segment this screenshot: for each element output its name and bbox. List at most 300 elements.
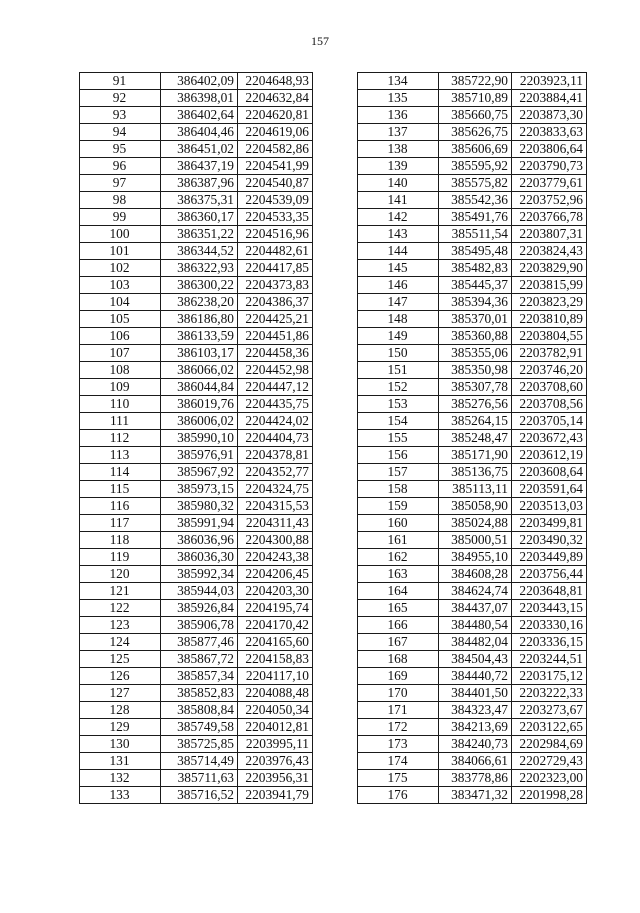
y-coordinate-cell: 2204620,81	[238, 107, 313, 124]
point-number-cell: 157	[358, 464, 439, 481]
y-coordinate-cell: 2203513,03	[512, 498, 587, 515]
y-coordinate-cell: 2203976,43	[238, 753, 313, 770]
table-row	[80, 243, 313, 260]
table-row	[80, 787, 313, 804]
point-number-cell: 111	[80, 413, 161, 430]
point-number-cell: 128	[80, 702, 161, 719]
point-number-cell: 92	[80, 90, 161, 107]
table-row	[80, 311, 313, 328]
table-row	[80, 498, 313, 515]
point-number-cell: 158	[358, 481, 439, 498]
y-coordinate-cell: 2204417,85	[238, 260, 313, 277]
table-row	[80, 294, 313, 311]
y-coordinate-cell: 2204540,87	[238, 175, 313, 192]
point-number-cell: 155	[358, 430, 439, 447]
coordinates-table-body	[358, 73, 587, 804]
point-number-cell: 134	[358, 73, 439, 90]
table-row	[80, 226, 313, 243]
table-row	[80, 549, 313, 566]
y-coordinate-cell: 2203810,89	[512, 311, 587, 328]
table-row	[80, 158, 313, 175]
y-coordinate-cell: 2203790,73	[512, 158, 587, 175]
table-row	[358, 549, 587, 566]
x-coordinate-cell: 385980,32	[161, 498, 238, 515]
table-row	[358, 719, 587, 736]
x-coordinate-cell: 386019,76	[161, 396, 238, 413]
point-number-cell: 109	[80, 379, 161, 396]
point-number-cell: 176	[358, 787, 439, 804]
y-coordinate-cell: 2204315,53	[238, 498, 313, 515]
y-coordinate-cell: 2203824,43	[512, 243, 587, 260]
x-coordinate-cell: 386133,59	[161, 328, 238, 345]
y-coordinate-cell: 2202323,00	[512, 770, 587, 787]
x-coordinate-cell: 384482,04	[439, 634, 512, 651]
x-coordinate-cell: 385857,34	[161, 668, 238, 685]
point-number-cell: 149	[358, 328, 439, 345]
table-row	[80, 447, 313, 464]
point-number-cell: 156	[358, 447, 439, 464]
table-row	[80, 124, 313, 141]
y-coordinate-cell: 2204541,99	[238, 158, 313, 175]
table-row	[80, 719, 313, 736]
table-row	[358, 413, 587, 430]
y-coordinate-cell: 2204158,83	[238, 651, 313, 668]
point-number-cell: 120	[80, 566, 161, 583]
y-coordinate-cell: 2203490,32	[512, 532, 587, 549]
point-number-cell: 145	[358, 260, 439, 277]
y-coordinate-cell: 2203956,31	[238, 770, 313, 787]
point-number-cell: 123	[80, 617, 161, 634]
y-coordinate-cell: 2203336,15	[512, 634, 587, 651]
x-coordinate-cell: 386437,19	[161, 158, 238, 175]
table-row	[358, 243, 587, 260]
point-number-cell: 94	[80, 124, 161, 141]
table-row	[358, 600, 587, 617]
x-coordinate-cell: 385171,90	[439, 447, 512, 464]
y-coordinate-cell: 2204378,81	[238, 447, 313, 464]
point-number-cell: 107	[80, 345, 161, 362]
point-number-cell: 129	[80, 719, 161, 736]
table-row	[358, 430, 587, 447]
x-coordinate-cell: 385355,06	[439, 345, 512, 362]
point-number-cell: 132	[80, 770, 161, 787]
point-number-cell: 154	[358, 413, 439, 430]
point-number-cell: 168	[358, 651, 439, 668]
point-number-cell: 160	[358, 515, 439, 532]
x-coordinate-cell: 385749,58	[161, 719, 238, 736]
x-coordinate-cell: 386066,02	[161, 362, 238, 379]
table-row	[358, 464, 587, 481]
y-coordinate-cell: 2204533,35	[238, 209, 313, 226]
point-number-cell: 113	[80, 447, 161, 464]
table-row	[80, 651, 313, 668]
point-number-cell: 122	[80, 600, 161, 617]
table-row	[358, 736, 587, 753]
point-number-cell: 131	[80, 753, 161, 770]
point-number-cell: 165	[358, 600, 439, 617]
x-coordinate-cell: 385852,83	[161, 685, 238, 702]
table-row	[80, 617, 313, 634]
point-number-cell: 96	[80, 158, 161, 175]
y-coordinate-cell: 2204195,74	[238, 600, 313, 617]
y-coordinate-cell: 2204203,30	[238, 583, 313, 600]
y-coordinate-cell: 2204300,88	[238, 532, 313, 549]
point-number-cell: 101	[80, 243, 161, 260]
point-number-cell: 112	[80, 430, 161, 447]
point-number-cell: 164	[358, 583, 439, 600]
x-coordinate-cell: 386344,52	[161, 243, 238, 260]
y-coordinate-cell: 2203244,51	[512, 651, 587, 668]
y-coordinate-cell: 2204012,81	[238, 719, 313, 736]
x-coordinate-cell: 383471,32	[439, 787, 512, 804]
table-row	[358, 73, 587, 90]
y-coordinate-cell: 2203804,55	[512, 328, 587, 345]
table-row	[80, 481, 313, 498]
y-coordinate-cell: 2203708,56	[512, 396, 587, 413]
y-coordinate-cell: 2204165,60	[238, 634, 313, 651]
x-coordinate-cell: 385491,76	[439, 209, 512, 226]
y-coordinate-cell: 2204452,98	[238, 362, 313, 379]
table-row	[80, 600, 313, 617]
x-coordinate-cell: 385722,90	[439, 73, 512, 90]
point-number-cell: 99	[80, 209, 161, 226]
table-row	[358, 175, 587, 192]
x-coordinate-cell: 384624,74	[439, 583, 512, 600]
x-coordinate-cell: 384437,07	[439, 600, 512, 617]
table-row	[358, 617, 587, 634]
table-row	[358, 328, 587, 345]
point-number-cell: 126	[80, 668, 161, 685]
point-number-cell: 117	[80, 515, 161, 532]
table-row	[358, 566, 587, 583]
coordinates-table-right	[357, 72, 587, 804]
point-number-cell: 175	[358, 770, 439, 787]
x-coordinate-cell: 384240,73	[439, 736, 512, 753]
x-coordinate-cell: 385808,84	[161, 702, 238, 719]
table-row	[80, 566, 313, 583]
table-row	[358, 515, 587, 532]
y-coordinate-cell: 2202729,43	[512, 753, 587, 770]
point-number-cell: 163	[358, 566, 439, 583]
table-row	[80, 209, 313, 226]
x-coordinate-cell: 385711,63	[161, 770, 238, 787]
y-coordinate-cell: 2203175,12	[512, 668, 587, 685]
point-number-cell: 136	[358, 107, 439, 124]
x-coordinate-cell: 385626,75	[439, 124, 512, 141]
point-number-cell: 171	[358, 702, 439, 719]
y-coordinate-cell: 2203833,63	[512, 124, 587, 141]
point-number-cell: 91	[80, 73, 161, 90]
x-coordinate-cell: 385595,92	[439, 158, 512, 175]
x-coordinate-cell: 385906,78	[161, 617, 238, 634]
y-coordinate-cell: 2203782,91	[512, 345, 587, 362]
y-coordinate-cell: 2204582,86	[238, 141, 313, 158]
x-coordinate-cell: 385976,91	[161, 447, 238, 464]
table-row	[358, 345, 587, 362]
point-number-cell: 121	[80, 583, 161, 600]
coordinates-table-body	[80, 73, 313, 804]
table-row	[80, 175, 313, 192]
y-coordinate-cell: 2203873,30	[512, 107, 587, 124]
x-coordinate-cell: 385264,15	[439, 413, 512, 430]
table-row	[80, 702, 313, 719]
x-coordinate-cell: 385511,54	[439, 226, 512, 243]
table-row	[80, 345, 313, 362]
point-number-cell: 124	[80, 634, 161, 651]
table-row	[358, 634, 587, 651]
y-coordinate-cell: 2204516,96	[238, 226, 313, 243]
point-number-cell: 137	[358, 124, 439, 141]
table-row	[358, 583, 587, 600]
x-coordinate-cell: 385710,89	[439, 90, 512, 107]
x-coordinate-cell: 385307,78	[439, 379, 512, 396]
point-number-cell: 150	[358, 345, 439, 362]
table-row	[358, 209, 587, 226]
point-number-cell: 118	[80, 532, 161, 549]
y-coordinate-cell: 2202984,69	[512, 736, 587, 753]
point-number-cell: 172	[358, 719, 439, 736]
point-number-cell: 141	[358, 192, 439, 209]
table-row	[358, 124, 587, 141]
y-coordinate-cell: 2204088,48	[238, 685, 313, 702]
point-number-cell: 173	[358, 736, 439, 753]
x-coordinate-cell: 384504,43	[439, 651, 512, 668]
y-coordinate-cell: 2204425,21	[238, 311, 313, 328]
table-row	[358, 277, 587, 294]
x-coordinate-cell: 383778,86	[439, 770, 512, 787]
y-coordinate-cell: 2203923,11	[512, 73, 587, 90]
table-row	[358, 107, 587, 124]
x-coordinate-cell: 386103,17	[161, 345, 238, 362]
x-coordinate-cell: 386351,22	[161, 226, 238, 243]
point-number-cell: 169	[358, 668, 439, 685]
point-number-cell: 102	[80, 260, 161, 277]
point-number-cell: 148	[358, 311, 439, 328]
table-row	[358, 770, 587, 787]
table-row	[358, 379, 587, 396]
y-coordinate-cell: 2203591,64	[512, 481, 587, 498]
x-coordinate-cell: 385944,03	[161, 583, 238, 600]
y-coordinate-cell: 2204206,45	[238, 566, 313, 583]
table-row	[80, 532, 313, 549]
y-coordinate-cell: 2204311,43	[238, 515, 313, 532]
y-coordinate-cell: 2203756,44	[512, 566, 587, 583]
point-number-cell: 108	[80, 362, 161, 379]
table-row	[358, 260, 587, 277]
point-number-cell: 146	[358, 277, 439, 294]
x-coordinate-cell: 385877,46	[161, 634, 238, 651]
y-coordinate-cell: 2203499,81	[512, 515, 587, 532]
x-coordinate-cell: 384213,69	[439, 719, 512, 736]
page-number: 157	[311, 34, 329, 48]
x-coordinate-cell: 385248,47	[439, 430, 512, 447]
table-row	[80, 362, 313, 379]
table-row	[358, 498, 587, 515]
table-row	[80, 685, 313, 702]
y-coordinate-cell: 2201998,28	[512, 787, 587, 804]
x-coordinate-cell: 385482,83	[439, 260, 512, 277]
table-row	[358, 532, 587, 549]
x-coordinate-cell: 386360,17	[161, 209, 238, 226]
point-number-cell: 127	[80, 685, 161, 702]
x-coordinate-cell: 386402,09	[161, 73, 238, 90]
table-row	[358, 226, 587, 243]
x-coordinate-cell: 386387,96	[161, 175, 238, 192]
point-number-cell: 104	[80, 294, 161, 311]
table-row	[80, 736, 313, 753]
x-coordinate-cell: 385495,48	[439, 243, 512, 260]
table-row	[358, 787, 587, 804]
x-coordinate-cell: 386398,01	[161, 90, 238, 107]
table-row	[80, 396, 313, 413]
point-number-cell: 97	[80, 175, 161, 192]
y-coordinate-cell: 2204050,34	[238, 702, 313, 719]
point-number-cell: 110	[80, 396, 161, 413]
table-row	[80, 464, 313, 481]
y-coordinate-cell: 2203708,60	[512, 379, 587, 396]
y-coordinate-cell: 2203330,16	[512, 617, 587, 634]
point-number-cell: 151	[358, 362, 439, 379]
x-coordinate-cell: 385990,10	[161, 430, 238, 447]
x-coordinate-cell: 385606,69	[439, 141, 512, 158]
x-coordinate-cell: 385867,72	[161, 651, 238, 668]
x-coordinate-cell: 385058,90	[439, 498, 512, 515]
x-coordinate-cell: 386375,31	[161, 192, 238, 209]
table-row	[80, 668, 313, 685]
x-coordinate-cell: 386186,80	[161, 311, 238, 328]
table-row	[80, 192, 313, 209]
table-row	[80, 634, 313, 651]
point-number-cell: 105	[80, 311, 161, 328]
table-row	[80, 379, 313, 396]
x-coordinate-cell: 385725,85	[161, 736, 238, 753]
y-coordinate-cell: 2203779,61	[512, 175, 587, 192]
table-row	[80, 328, 313, 345]
table-row	[358, 651, 587, 668]
table-row	[80, 583, 313, 600]
y-coordinate-cell: 2204451,86	[238, 328, 313, 345]
table-row	[358, 685, 587, 702]
table-row	[358, 294, 587, 311]
point-number-cell: 140	[358, 175, 439, 192]
point-number-cell: 166	[358, 617, 439, 634]
table-row	[80, 90, 313, 107]
point-number-cell: 114	[80, 464, 161, 481]
x-coordinate-cell: 384955,10	[439, 549, 512, 566]
point-number-cell: 93	[80, 107, 161, 124]
y-coordinate-cell: 2203672,43	[512, 430, 587, 447]
point-number-cell: 119	[80, 549, 161, 566]
table-row	[358, 481, 587, 498]
point-number-cell: 139	[358, 158, 439, 175]
x-coordinate-cell: 385394,36	[439, 294, 512, 311]
y-coordinate-cell: 2204117,10	[238, 668, 313, 685]
x-coordinate-cell: 385113,11	[439, 481, 512, 498]
x-coordinate-cell: 384608,28	[439, 566, 512, 583]
point-number-cell: 98	[80, 192, 161, 209]
x-coordinate-cell: 385276,56	[439, 396, 512, 413]
y-coordinate-cell: 2203884,41	[512, 90, 587, 107]
x-coordinate-cell: 385350,98	[439, 362, 512, 379]
point-number-cell: 138	[358, 141, 439, 158]
y-coordinate-cell: 2204482,61	[238, 243, 313, 260]
y-coordinate-cell: 2204404,73	[238, 430, 313, 447]
y-coordinate-cell: 2203705,14	[512, 413, 587, 430]
y-coordinate-cell: 2203766,78	[512, 209, 587, 226]
x-coordinate-cell: 385136,75	[439, 464, 512, 481]
y-coordinate-cell: 2203995,11	[238, 736, 313, 753]
table-row	[358, 447, 587, 464]
x-coordinate-cell: 384066,61	[439, 753, 512, 770]
x-coordinate-cell: 385991,94	[161, 515, 238, 532]
x-coordinate-cell: 386036,96	[161, 532, 238, 549]
x-coordinate-cell: 384401,50	[439, 685, 512, 702]
point-number-cell: 153	[358, 396, 439, 413]
x-coordinate-cell: 385926,84	[161, 600, 238, 617]
x-coordinate-cell: 385967,92	[161, 464, 238, 481]
table-row	[358, 141, 587, 158]
y-coordinate-cell: 2203443,15	[512, 600, 587, 617]
point-number-cell: 167	[358, 634, 439, 651]
y-coordinate-cell: 2204648,93	[238, 73, 313, 90]
table-row	[80, 413, 313, 430]
table-row	[80, 515, 313, 532]
x-coordinate-cell: 385660,75	[439, 107, 512, 124]
point-number-cell: 115	[80, 481, 161, 498]
x-coordinate-cell: 385360,88	[439, 328, 512, 345]
y-coordinate-cell: 2203222,33	[512, 685, 587, 702]
x-coordinate-cell: 385445,37	[439, 277, 512, 294]
x-coordinate-cell: 385992,34	[161, 566, 238, 583]
y-coordinate-cell: 2203449,89	[512, 549, 587, 566]
y-coordinate-cell: 2204539,09	[238, 192, 313, 209]
point-number-cell: 159	[358, 498, 439, 515]
x-coordinate-cell: 386322,93	[161, 260, 238, 277]
y-coordinate-cell: 2203122,65	[512, 719, 587, 736]
point-number-cell: 125	[80, 651, 161, 668]
table-row	[358, 396, 587, 413]
table-row	[358, 753, 587, 770]
x-coordinate-cell: 384323,47	[439, 702, 512, 719]
point-number-cell: 116	[80, 498, 161, 515]
y-coordinate-cell: 2204243,38	[238, 549, 313, 566]
y-coordinate-cell: 2204632,84	[238, 90, 313, 107]
y-coordinate-cell: 2204424,02	[238, 413, 313, 430]
point-number-cell: 174	[358, 753, 439, 770]
table-row	[80, 770, 313, 787]
y-coordinate-cell: 2203752,96	[512, 192, 587, 209]
point-number-cell: 103	[80, 277, 161, 294]
table-row	[80, 260, 313, 277]
y-coordinate-cell: 2203815,99	[512, 277, 587, 294]
point-number-cell: 170	[358, 685, 439, 702]
x-coordinate-cell: 385714,49	[161, 753, 238, 770]
x-coordinate-cell: 385716,52	[161, 787, 238, 804]
point-number-cell: 95	[80, 141, 161, 158]
x-coordinate-cell: 386404,46	[161, 124, 238, 141]
table-row	[80, 430, 313, 447]
table-row	[358, 158, 587, 175]
table-row	[80, 277, 313, 294]
x-coordinate-cell: 386451,02	[161, 141, 238, 158]
x-coordinate-cell: 386300,22	[161, 277, 238, 294]
x-coordinate-cell: 385973,15	[161, 481, 238, 498]
x-coordinate-cell: 386044,84	[161, 379, 238, 396]
y-coordinate-cell: 2203829,90	[512, 260, 587, 277]
point-number-cell: 135	[358, 90, 439, 107]
x-coordinate-cell: 386006,02	[161, 413, 238, 430]
point-number-cell: 133	[80, 787, 161, 804]
